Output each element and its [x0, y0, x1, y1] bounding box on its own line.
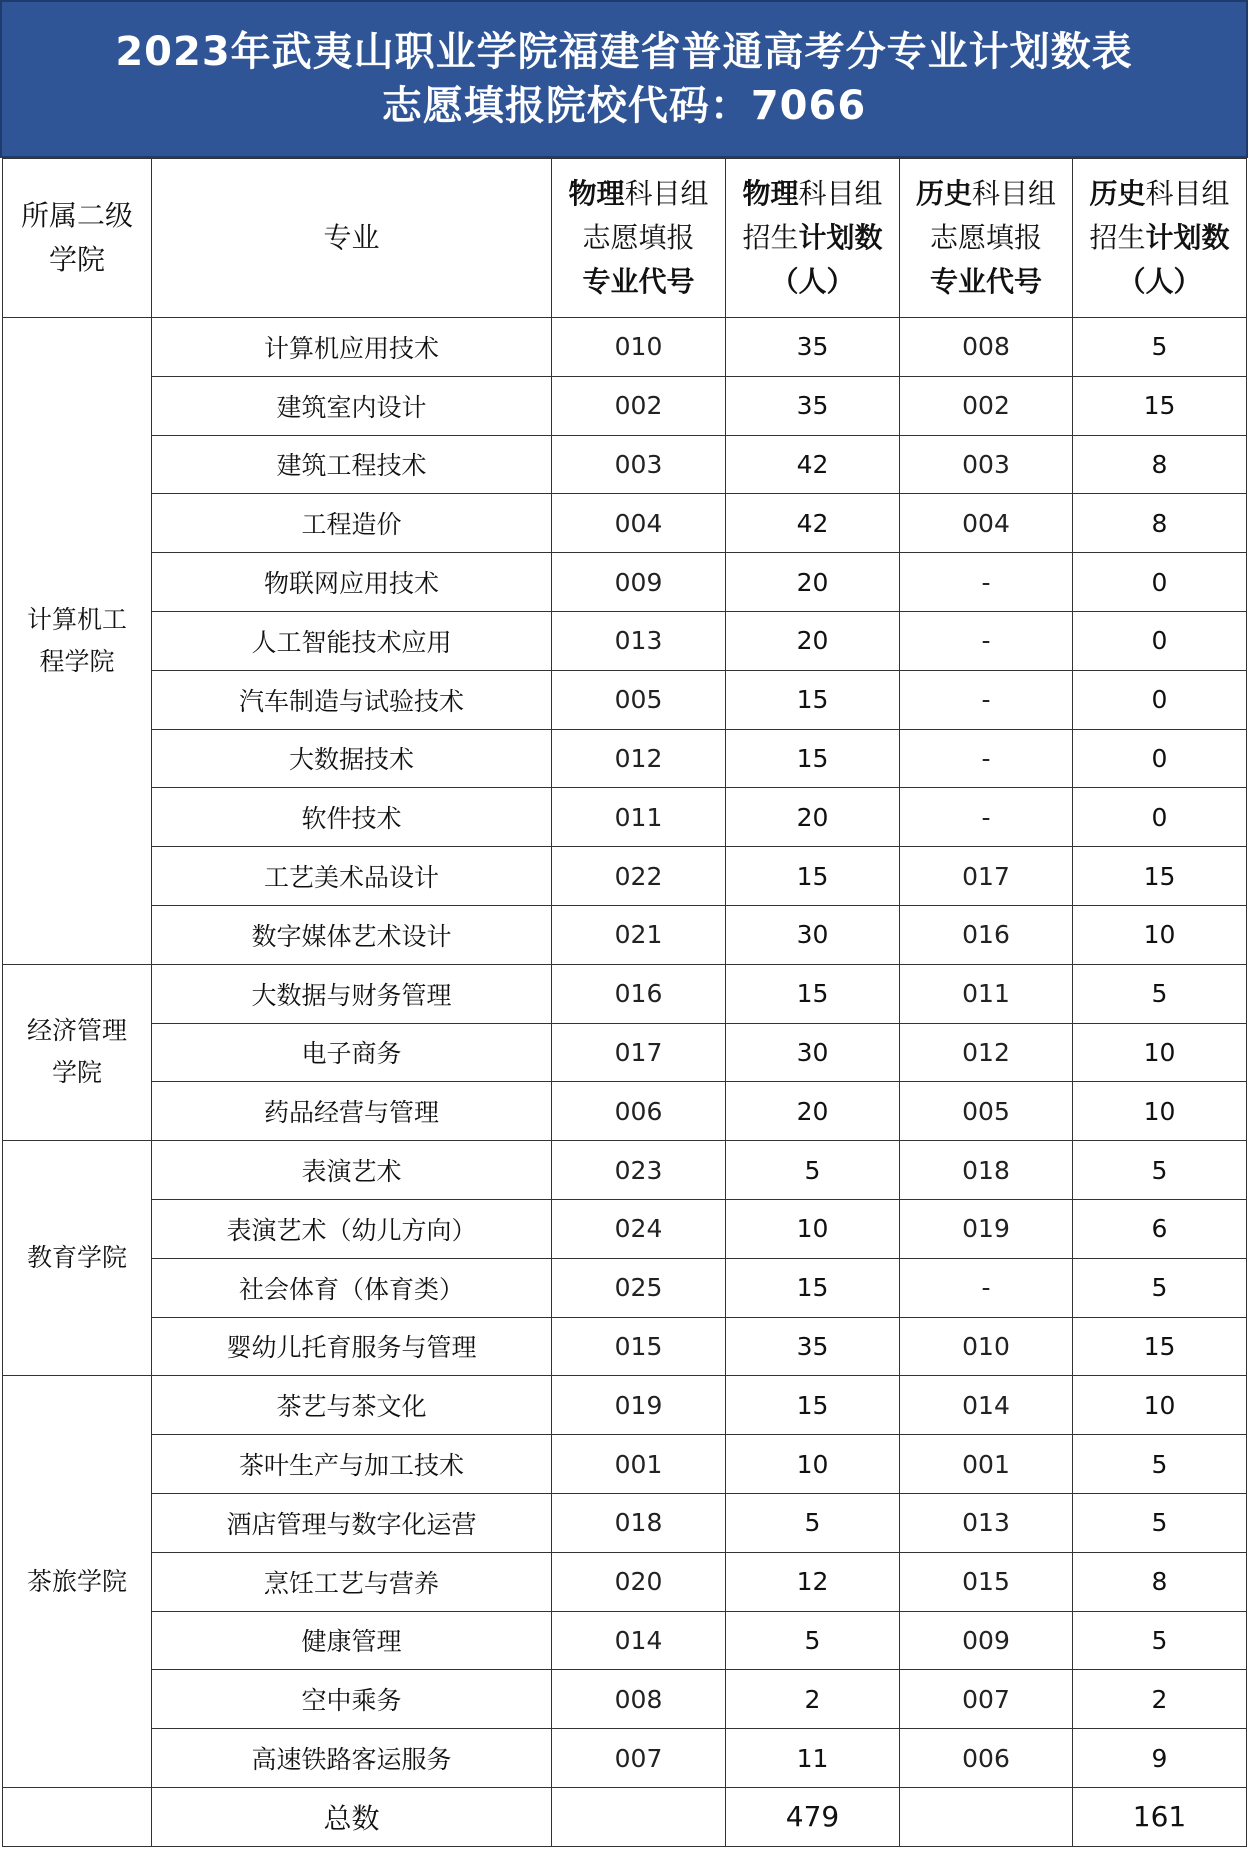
physics-plan-cell: 35: [726, 1317, 900, 1376]
physics-plan-cell: 2: [726, 1670, 900, 1729]
major-cell: 表演艺术: [152, 1141, 552, 1200]
history-plan-cell: 5: [1073, 1435, 1247, 1494]
history-plan-cell: 2: [1073, 1670, 1247, 1729]
physics-code-cell: 012: [552, 729, 726, 788]
history-plan-cell: 10: [1073, 1376, 1247, 1435]
history-code-cell: 013: [900, 1493, 1073, 1552]
total-history-code-empty: [900, 1787, 1073, 1846]
history-plan-cell: 5: [1073, 964, 1247, 1023]
header-history-plan-bold: 历史: [1089, 177, 1146, 210]
physics-code-cell: 006: [552, 1082, 726, 1141]
physics-plan-cell: 20: [726, 788, 900, 847]
history-code-cell: 008: [900, 318, 1073, 377]
header-physics-code-bold: 物理: [568, 177, 625, 210]
table-row: [3, 1317, 1247, 1376]
table-row: [3, 1493, 1247, 1552]
table-row: [3, 1082, 1247, 1141]
table-row: [3, 1552, 1247, 1611]
history-code-cell: 017: [900, 847, 1073, 906]
physics-plan-cell: 30: [726, 905, 900, 964]
header-physics-plan-line3: （人）: [770, 265, 855, 298]
physics-plan-cell: 5: [726, 1493, 900, 1552]
header-history-plan-rest: 科目组: [1145, 177, 1230, 210]
header-major: 专业: [152, 159, 552, 318]
table-row: [3, 376, 1247, 435]
header-physics-plan-line2b: 计划数: [798, 221, 883, 254]
total-label: 总数: [152, 1787, 552, 1846]
physics-code-cell: 018: [552, 1493, 726, 1552]
history-plan-cell: 9: [1073, 1729, 1247, 1788]
history-plan-cell: 10: [1073, 1023, 1247, 1082]
header-history-plan: [1073, 159, 1247, 318]
physics-code-cell: 004: [552, 494, 726, 553]
history-plan-cell: 8: [1073, 494, 1247, 553]
header-history-code-line3: 专业代号: [929, 265, 1042, 298]
header-physics-plan-bold: 物理: [742, 177, 799, 210]
header-college-line2: 学院: [48, 243, 105, 276]
physics-plan-cell: 10: [726, 1199, 900, 1258]
college-name-line: 计算机工: [26, 604, 127, 634]
major-cell: 药品经营与管理: [152, 1082, 552, 1141]
total-row: [3, 1787, 1247, 1846]
total-physics-plan: 479: [726, 1787, 900, 1846]
physics-plan-cell: 11: [726, 1729, 900, 1788]
physics-plan-cell: 20: [726, 611, 900, 670]
history-code-cell: 009: [900, 1611, 1073, 1670]
history-code-cell: 018: [900, 1141, 1073, 1200]
major-cell: 物联网应用技术: [152, 553, 552, 612]
physics-plan-cell: 12: [726, 1552, 900, 1611]
major-cell: 工程造价: [152, 494, 552, 553]
history-plan-cell: 15: [1073, 376, 1247, 435]
physics-code-cell: 008: [552, 1670, 726, 1729]
table-row: [3, 1670, 1247, 1729]
history-code-cell: 012: [900, 1023, 1073, 1082]
history-code-cell: 007: [900, 1670, 1073, 1729]
history-code-cell: 002: [900, 376, 1073, 435]
physics-plan-cell: 42: [726, 494, 900, 553]
major-cell: 大数据技术: [152, 729, 552, 788]
header-history-code-line2: 志愿填报: [929, 221, 1042, 254]
physics-plan-cell: 15: [726, 964, 900, 1023]
major-cell: 酒店管理与数字化运营: [152, 1493, 552, 1552]
major-cell: 大数据与财务管理: [152, 964, 552, 1023]
history-code-cell: 001: [900, 1435, 1073, 1494]
physics-code-cell: 019: [552, 1376, 726, 1435]
history-code-cell: 016: [900, 905, 1073, 964]
major-cell: 软件技术: [152, 788, 552, 847]
physics-code-cell: 014: [552, 1611, 726, 1670]
college-name-line: 程学院: [39, 646, 115, 676]
header-physics-code-line3: 专业代号: [582, 265, 695, 298]
physics-code-cell: 010: [552, 318, 726, 377]
physics-code-cell: 025: [552, 1258, 726, 1317]
total-empty-cell: [3, 1787, 152, 1846]
physics-code-cell: 021: [552, 905, 726, 964]
physics-code-cell: 024: [552, 1199, 726, 1258]
header-history-code-bold: 历史: [915, 177, 972, 210]
major-cell: 人工智能技术应用: [152, 611, 552, 670]
history-code-cell: -: [900, 553, 1073, 612]
table-row: [3, 318, 1247, 377]
table-row: [3, 788, 1247, 847]
table-row: [3, 611, 1247, 670]
physics-code-cell: 001: [552, 1435, 726, 1494]
major-cell: 健康管理: [152, 1611, 552, 1670]
major-cell: 汽车制造与试验技术: [152, 670, 552, 729]
physics-code-cell: 011: [552, 788, 726, 847]
history-plan-cell: 0: [1073, 670, 1247, 729]
history-code-cell: 015: [900, 1552, 1073, 1611]
physics-plan-cell: 20: [726, 553, 900, 612]
title-banner: [0, 0, 1248, 158]
major-cell: 表演艺术（幼儿方向）: [152, 1199, 552, 1258]
header-physics-plan-rest: 科目组: [798, 177, 883, 210]
physics-code-cell: 005: [552, 670, 726, 729]
header-physics-plan: [726, 159, 900, 318]
history-plan-cell: 0: [1073, 788, 1247, 847]
table-row: [3, 1729, 1247, 1788]
table-row: [3, 1023, 1247, 1082]
table-row: [3, 1611, 1247, 1670]
table-row: [3, 847, 1247, 906]
major-cell: 数字媒体艺术设计: [152, 905, 552, 964]
history-code-cell: -: [900, 729, 1073, 788]
table-row: [3, 435, 1247, 494]
table-row: [3, 905, 1247, 964]
physics-plan-cell: 15: [726, 847, 900, 906]
history-code-cell: 004: [900, 494, 1073, 553]
physics-code-cell: 009: [552, 553, 726, 612]
header-history-code-rest: 科目组: [972, 177, 1057, 210]
table-row: [3, 964, 1247, 1023]
physics-code-cell: 015: [552, 1317, 726, 1376]
history-code-cell: -: [900, 670, 1073, 729]
major-cell: 空中乘务: [152, 1670, 552, 1729]
physics-plan-cell: 15: [726, 729, 900, 788]
header-history-code: [900, 159, 1073, 318]
history-plan-cell: 5: [1073, 1258, 1247, 1317]
major-cell: 高速铁路客运服务: [152, 1729, 552, 1788]
physics-plan-cell: 20: [726, 1082, 900, 1141]
history-code-cell: 005: [900, 1082, 1073, 1141]
physics-code-cell: 022: [552, 847, 726, 906]
history-plan-cell: 10: [1073, 905, 1247, 964]
history-code-cell: -: [900, 788, 1073, 847]
header-physics-plan-line2a: 招生: [742, 221, 799, 254]
major-cell: 电子商务: [152, 1023, 552, 1082]
history-plan-cell: 15: [1073, 1317, 1247, 1376]
history-code-cell: -: [900, 611, 1073, 670]
header-history-plan-line3: （人）: [1117, 265, 1202, 298]
history-plan-cell: 5: [1073, 1493, 1247, 1552]
history-plan-cell: 10: [1073, 1082, 1247, 1141]
physics-code-cell: 003: [552, 435, 726, 494]
history-code-cell: -: [900, 1258, 1073, 1317]
physics-code-cell: 023: [552, 1141, 726, 1200]
history-plan-cell: 15: [1073, 847, 1247, 906]
total-physics-code-empty: [552, 1787, 726, 1846]
table-header-row: [3, 159, 1247, 318]
physics-plan-cell: 10: [726, 1435, 900, 1494]
table-row: [3, 1199, 1247, 1258]
history-plan-cell: 5: [1073, 1611, 1247, 1670]
school-code-title: 志愿填报院校代码：7066: [381, 83, 867, 129]
physics-code-cell: 017: [552, 1023, 726, 1082]
table-row: [3, 494, 1247, 553]
header-history-plan-line2b: 计划数: [1145, 221, 1230, 254]
history-plan-cell: 0: [1073, 553, 1247, 612]
history-code-cell: 003: [900, 435, 1073, 494]
table-row: [3, 1141, 1247, 1200]
table-row: [3, 1376, 1247, 1435]
major-cell: 茶叶生产与加工技术: [152, 1435, 552, 1494]
physics-plan-cell: 42: [726, 435, 900, 494]
header-history-plan-line2a: 招生: [1089, 221, 1146, 254]
physics-plan-cell: 35: [726, 318, 900, 377]
table-row: [3, 1258, 1247, 1317]
table-row: [3, 1435, 1247, 1494]
physics-plan-cell: 30: [726, 1023, 900, 1082]
physics-code-cell: 002: [552, 376, 726, 435]
college-cell: [3, 318, 152, 965]
physics-plan-cell: 5: [726, 1141, 900, 1200]
major-cell: 社会体育（体育类）: [152, 1258, 552, 1317]
table-row: [3, 670, 1247, 729]
history-plan-cell: 8: [1073, 1552, 1247, 1611]
physics-code-cell: 016: [552, 964, 726, 1023]
major-cell: 工艺美术品设计: [152, 847, 552, 906]
major-cell: 婴幼儿托育服务与管理: [152, 1317, 552, 1376]
plan-table-body: [3, 318, 1247, 1788]
history-plan-cell: 8: [1073, 435, 1247, 494]
history-code-cell: 014: [900, 1376, 1073, 1435]
major-cell: 茶艺与茶文化: [152, 1376, 552, 1435]
history-plan-cell: 5: [1073, 1141, 1247, 1200]
header-college-line1: 所属二级: [20, 199, 133, 232]
college-name-line: 经济管理: [26, 1016, 127, 1046]
header-physics-code: [552, 159, 726, 318]
history-plan-cell: 0: [1073, 611, 1247, 670]
history-code-cell: 011: [900, 964, 1073, 1023]
history-plan-cell: 0: [1073, 729, 1247, 788]
physics-plan-cell: 15: [726, 1376, 900, 1435]
history-code-cell: 010: [900, 1317, 1073, 1376]
table-row: [3, 553, 1247, 612]
history-plan-cell: 5: [1073, 318, 1247, 377]
history-code-cell: 006: [900, 1729, 1073, 1788]
major-cell: 计算机应用技术: [152, 318, 552, 377]
plan-table: [2, 158, 1247, 1847]
total-history-plan: 161: [1073, 1787, 1247, 1846]
history-plan-cell: 6: [1073, 1199, 1247, 1258]
header-physics-code-rest: 科目组: [624, 177, 709, 210]
college-cell: [3, 1376, 152, 1788]
header-college: [3, 159, 152, 318]
major-cell: 建筑室内设计: [152, 376, 552, 435]
college-name-line: 茶旅学院: [26, 1566, 127, 1596]
college-name-line: 教育学院: [26, 1243, 127, 1273]
page-title: 2023年武夷山职业学院福建省普通高考分专业计划数表: [115, 29, 1133, 75]
table-row: [3, 729, 1247, 788]
college-cell: [3, 1141, 152, 1376]
college-cell: [3, 964, 152, 1140]
physics-plan-cell: 35: [726, 376, 900, 435]
physics-code-cell: 013: [552, 611, 726, 670]
physics-plan-cell: 15: [726, 670, 900, 729]
college-name-line: 学院: [51, 1058, 102, 1088]
physics-code-cell: 007: [552, 1729, 726, 1788]
header-physics-code-line2: 志愿填报: [582, 221, 695, 254]
major-cell: 建筑工程技术: [152, 435, 552, 494]
physics-plan-cell: 5: [726, 1611, 900, 1670]
physics-plan-cell: 15: [726, 1258, 900, 1317]
major-cell: 烹饪工艺与营养: [152, 1552, 552, 1611]
history-code-cell: 019: [900, 1199, 1073, 1258]
physics-code-cell: 020: [552, 1552, 726, 1611]
